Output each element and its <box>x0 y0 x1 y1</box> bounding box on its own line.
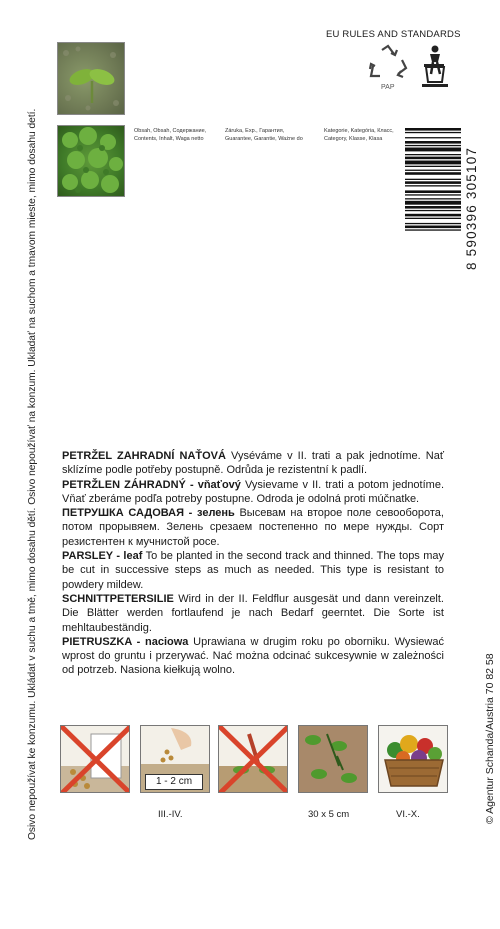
guarantee-label-2: Guarantee, Garantie, Ważne do <box>225 136 303 142</box>
barcode-number <box>464 132 484 272</box>
instruction-de <box>62 592 444 635</box>
barcode-bar <box>405 154 461 155</box>
title-cz: PETRŽEL ZAHRADNÍ NAŤOVÁ <box>62 450 226 462</box>
text-pl: Uprawiana w drugim roku po oborniku. Wysiewać wprost do gruntu i przerywać. Nać można odcinać sukcesywnie w zależności od potrzeb. Nasiona kiełkują wolno. <box>62 635 444 677</box>
parsley-photo <box>57 125 125 197</box>
seedling-photo <box>57 42 125 115</box>
barcode-bar <box>405 218 461 219</box>
text-en: To be planted in the second track and thinned. The tops may be cut in successive steps as much as needed. This type is resistant to powdery mildew. <box>62 550 444 591</box>
barcode-bar <box>405 201 461 205</box>
barcode-bar <box>405 223 461 224</box>
barcode-bar <box>405 145 461 146</box>
harvest-period-label: VI.-X. <box>396 809 420 820</box>
barcode-bar <box>405 194 461 195</box>
barcode-bar <box>405 206 461 209</box>
sowing-period-label: III.-IV. <box>158 809 183 820</box>
copyright-text: © Agentur Schanda/Austria 70 82 58 <box>484 653 496 824</box>
instruction-cz <box>62 449 444 478</box>
title-ru: ПЕТРУШКА САДОВАЯ - зелень <box>62 507 235 520</box>
title-sk: PETRŽLEN ZÁHRADNÝ - vňaťový <box>62 478 241 491</box>
barcode-bar <box>405 198 461 199</box>
barcode-bar <box>405 166 461 167</box>
barcode-bar <box>405 229 461 230</box>
barcode-bar <box>405 181 461 184</box>
title-en: PARSLEY - leaf <box>62 550 143 563</box>
right-vertical-copyright <box>480 600 500 830</box>
barcode-bar <box>405 190 461 193</box>
barcode-bar <box>405 148 461 152</box>
cultivation-icons <box>60 725 460 825</box>
guarantee-label: Záruka, Exp., Гарантия, <box>225 128 285 134</box>
barcode-bar <box>405 210 461 211</box>
sowing-instructions <box>62 449 444 678</box>
barcode-bar <box>405 170 461 171</box>
barcode-bar <box>405 141 461 144</box>
instruction-ru <box>62 506 444 549</box>
title-pl: PIETRUSZKA - naciowa <box>62 635 189 648</box>
category-label: Kategorie, Kategória, Класс, <box>324 128 394 134</box>
left-vertical-notice <box>2 0 50 929</box>
recycle-icon <box>366 44 410 84</box>
text-de: Wird in der II. Feldflur ausgesät und dann vereinzelt. Die Blätter werden fortlaufend je nach Bedarf geerntet. Die Sorte ist mehltaubeständig. <box>62 592 444 634</box>
barcode <box>405 128 461 268</box>
barcode-bar <box>405 157 461 160</box>
barcode-digits: 8 590396 305107 <box>464 146 479 270</box>
notice-line: Osivo nepoužívat ke konzumu. Ukládat v suchu a tmě, mimo dosahu dětí. Osivo nepoužívať na konzum. Ukladať na suchom a tmavom mieste, mimo dosahu detí. <box>27 108 38 840</box>
barcode-bar <box>405 226 461 229</box>
barcode-bar <box>405 214 461 217</box>
no-transplant-icon <box>218 725 288 793</box>
barcode-bar <box>405 128 461 131</box>
harvest-basket-icon <box>378 725 448 793</box>
spacing-label: 30 x 5 cm <box>308 809 350 820</box>
instruction-sk <box>62 478 444 507</box>
title-de: SCHNITTPETERSILIE <box>62 592 174 605</box>
barcode-bar <box>405 132 461 133</box>
sowing-depth-icon <box>140 725 210 793</box>
instruction-en <box>62 549 444 592</box>
eu-rules-title: EU RULES AND STANDARDS <box>326 29 461 40</box>
depth-label: 1 - 2 cm <box>145 774 203 790</box>
barcode-bar <box>405 179 461 180</box>
barcode-bar <box>405 185 461 186</box>
barcode-bar <box>405 137 461 138</box>
instruction-pl <box>62 635 444 678</box>
barcode-bar <box>405 161 461 165</box>
text-ru: Высевам на второе поле севооборота, потом прорывяем. Зелень срезаем постепенно по мере нужды. Сорт резистентен к мучнистой росе. <box>62 507 444 548</box>
trash-bin-icon <box>418 44 452 88</box>
category-label-2: Category, Klasse, Klasa <box>324 136 383 142</box>
contents-label: Obsah, Obsah, Содержание, <box>134 128 207 134</box>
text-cz: Vyséváme v II. trati a pak jednotíme. Nať sklízíme podle potřeby postupně. Odrůda je rezistentní k padlí. <box>62 450 444 477</box>
barcode-bar <box>405 172 461 175</box>
plant-spacing-icon <box>298 725 368 793</box>
text-sk: Vysievame v II. trati a potom jednotíme. Vňať zberáme podľa potreby postupne. Odroda je odolná proti múčnatke. <box>62 478 444 505</box>
contents-label-2: Contents, Inhalt, Waga netto <box>134 136 204 142</box>
no-pot-sowing-icon <box>60 725 130 793</box>
pap-label: PAP <box>381 84 395 91</box>
